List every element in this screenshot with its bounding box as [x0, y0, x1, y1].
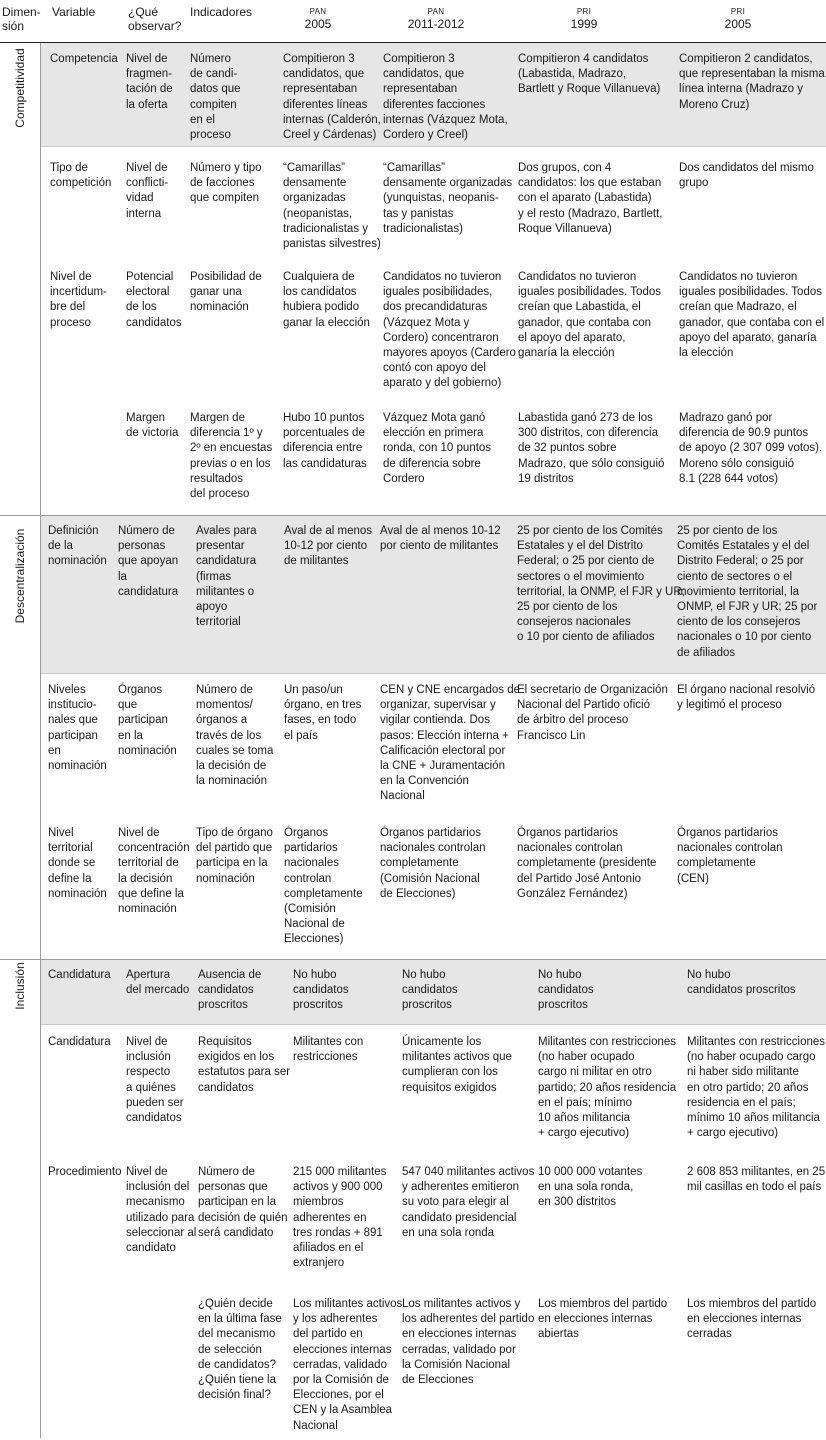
- cell-pan-2011: “Camarillas” densamente organizadas (yunquistas, neopanis- tas y panistas tradicionalistas): [383, 162, 513, 235]
- dimension-inclusion: [0, 960, 40, 1438]
- cell-pri-2005: No hubo candidatos proscritos: [687, 969, 796, 997]
- cell-pan-2011: Aval de al menos 10-12 por ciento de militantes: [380, 525, 501, 553]
- cell-variable: Tipo de competición: [50, 162, 112, 190]
- header-pan-2011: [400, 7, 472, 31]
- cell-indicator: Margen de diferencia 1º y 2º en encuestas previas o en los resultados del proceso: [190, 412, 273, 501]
- cell-variable: Nivel de incertidum- bre del proceso: [50, 271, 107, 329]
- cell-pan-2005: “Camarillas” densamente organizadas (neopanistas, tradicionalistas y panistas silvestres): [283, 162, 381, 251]
- cell-pan-2005: Compitieron 3 candidatos, que representaban diferentes líneas internas (Calderón, Creel y Cárdenas): [283, 53, 381, 142]
- cell-pri-2005: Madrazo ganó por diferencia de 90.9 puntos de apoyo (2 307 099 votos). Moreno sólo consiguió 8.1 (228 644 votos): [679, 412, 823, 485]
- cell-pan-2011: Vázquez Mota ganó elección en primera ronda, con 10 puntos de diferencia sobre Cordero: [383, 412, 492, 485]
- cell-pri-2005: Órganos partidarios nacionales controlan completamente (CEN): [677, 827, 783, 885]
- header-pan-2005: [282, 7, 354, 31]
- row-divider: [40, 146, 826, 147]
- cell-pri-1999: Dos grupos, con 4 candidatos: los que estaban con el aparato (Labastida) y el resto (Madrazo, Bartlett, Roque Villanueva): [518, 162, 663, 235]
- header-pri-2005: [702, 7, 774, 31]
- cell-variable: Candidatura: [48, 1036, 111, 1048]
- dimension-rule: [40, 516, 41, 959]
- cell-pri-2005: Candidatos no tuvieron iguales posibilidades. Todos creían que Madrazo, el ganador, que contaba con el apoyo del aparato, ganaría la elección: [679, 271, 825, 360]
- cell-pri-1999: 10 000 000 votantes en una sola ronda, en 300 distritos: [538, 1166, 643, 1209]
- cell-indicator: Ausencia de candidatos proscritos: [198, 969, 262, 1012]
- cell-pri-1999: Compitieron 4 candidatos (Labastida, Madrazo, Bartlett y Roque Villanueva): [518, 53, 661, 96]
- header-variable: Variable: [52, 5, 96, 19]
- header-pan-2005-year: 2005: [304, 17, 332, 31]
- cell-pan-2005: Cualquiera de los candidatos hubiera podido ganar la elección: [283, 271, 370, 329]
- cell-indicator: Número de personas que participan en la decisión de quién será candidato: [198, 1166, 288, 1239]
- cell-variable: Definición de la nominación: [48, 525, 107, 568]
- cell-indicator: Posibilidad de ganar una nominación: [190, 271, 262, 314]
- header-pri-1999-year: 1999: [570, 17, 598, 31]
- cell-pri-1999: El secretario de Organización Nacional del Partido ofició de árbitro del proceso Francisco Lin: [517, 684, 668, 742]
- cell-pan-2005: Hubo 10 puntos porcentuales de diferencia entre las candidaturas: [283, 412, 367, 470]
- dimension-descentralizacion: [0, 516, 40, 959]
- cell-observe: Potencial electoral de los candidatos: [126, 271, 182, 329]
- cell-pri-1999: Candidatos no tuvieron iguales posibilidades. Todos creían que Labastida, el ganador, que contaba con el apoyo del aparato, ganaría la elección: [518, 271, 661, 360]
- cell-observe: Apertura del mercado: [126, 969, 190, 997]
- cell-indicator: Número de candi- datos que compiten en el proceso: [190, 53, 241, 142]
- header-pan-2005-party: PAN: [309, 7, 327, 16]
- cell-pan-2005: 215 000 militantes activos y 900 000 miembros adherentes en tres rondas + 891 afiliados en el extranjero: [293, 1166, 387, 1270]
- cell-pri-2005: Militantes con restricciones (no haber ocupado cargo ni haber sido militante en otro partido; 20 años residencia en el país; mínimo 10 años militancia + cargo ejecutivo): [687, 1036, 826, 1140]
- table-header: [0, 0, 826, 43]
- cell-pan-2005: Órganos partidarios nacionales controlan completamente (Comisión Nacional de Elecciones): [284, 827, 363, 946]
- cell-pan-2011: Compitieron 3 candidatos, que representaban diferentes facciones internas (Vázquez Mota, Cordero y Creel): [383, 53, 508, 142]
- header-observe: ¿Qué observar?: [128, 5, 182, 33]
- cell-pan-2011: Candidatos no tuvieron iguales posibilidades, dos precandidaturas (Vázquez Mota y Cordero) concentraron mayores apoyos (Cardero contó con apoyo del aparato y del gobierno): [383, 271, 516, 390]
- cell-pan-2011: Órganos partidarios nacionales controlan completamente (Comisión Nacional de Elecciones): [380, 827, 486, 900]
- cell-pan-2011: Únicamente los militantes activos que cumplieran con los requisitos exigidos: [402, 1036, 512, 1094]
- cell-indicator: Número y tipo de facciones que compiten: [190, 162, 262, 205]
- header-pan-2011-year: 2011-2012: [407, 17, 465, 31]
- cell-pri-2005: El órgano nacional resolvió y legitimó el proceso: [677, 684, 816, 712]
- dimension-descentralizacion-label: Descentralización: [13, 528, 27, 624]
- cell-pri-1999: 25 por ciento de los Comités Estatales y el del Distrito Federal; o 25 por ciento de sectores o el movimiento territorial, la ONMP, el FJR y UR; 25 por ciento de los consejeros nacionales o 10 por ciento de afiliados: [517, 525, 685, 644]
- dimension-rule: [40, 960, 41, 1438]
- cell-pan-2005: Los militantes activos y los adherentes del partido en elecciones internas cerradas, validado por la Comisión de Elecciones, por el CEN y la Asamblea Nacional: [293, 1298, 403, 1432]
- cell-variable: Nivel territorial donde se define la nominación: [48, 827, 107, 900]
- cell-pri-1999: No hubo candidatos proscritos: [538, 969, 594, 1012]
- cell-pan-2011: CEN y CNE encargados de organizar, supervisar y vigilar contienda. Dos pasos: Elección interna + Calificación electoral por la CNE + Juramentación en la Convención Nacional: [380, 684, 520, 803]
- cell-pan-2005: Aval de al menos 10-12 por ciento de militantes: [284, 525, 373, 568]
- dimension-competitividad: [0, 43, 40, 515]
- cell-pri-2005: 2 608 853 militantes, en 25 mil casillas en todo el país: [687, 1166, 826, 1194]
- cell-pri-1999: Los miembros del partido en elecciones internas abiertas: [538, 1298, 668, 1341]
- dimension-rule: [40, 43, 41, 515]
- cell-indicator: Tipo de órgano del partido que participa en la nominación: [196, 827, 273, 885]
- cell-indicator: Avales para presentar candidatura (firmas militantes o apoyo territorial: [196, 525, 257, 629]
- cell-variable: Procedimiento: [48, 1166, 122, 1178]
- cell-variable: Niveles institucio- nales que participan en nominación: [48, 684, 107, 773]
- header-pri-1999: [548, 7, 620, 31]
- cell-pri-2005: Los miembros del partido en elecciones internas cerradas: [687, 1298, 817, 1341]
- cell-indicator: Requisitos exigidos en los estatutos para ser candidatos: [198, 1036, 291, 1094]
- cell-pan-2005: No hubo candidatos proscritos: [293, 969, 349, 1012]
- cell-pri-2005: 25 por ciento de los Comités Estatales y el del Distrito Federal; o 25 por ciento de sectores o el movimiento territorial, la ONMP, el FJR y UR; 25 por ciento de los consejeros nacionales o 10 por ciento de afiliados: [677, 525, 818, 659]
- row-divider: [40, 673, 826, 674]
- dimension-inclusion-label: Inclusión: [13, 962, 27, 1010]
- header-pri-2005-party: PRI: [730, 7, 746, 16]
- row-divider: [40, 1024, 826, 1025]
- dimension-divider: [0, 959, 826, 960]
- cell-variable: Candidatura: [48, 969, 111, 981]
- cell-pri-2005: Dos candidatos del mismo grupo: [679, 162, 814, 190]
- cell-variable: Competencia: [50, 53, 118, 65]
- cell-observe: Número de personas que apoyan la candidatura: [118, 525, 179, 598]
- cell-observe: Nivel de inclusión respecto a quiénes pueden ser candidatos: [126, 1036, 184, 1125]
- cell-observe: Órganos que participan en la nominación: [118, 684, 177, 757]
- cell-observe: Nivel de concentración territorial de la decisión que define la nominación: [118, 827, 190, 916]
- cell-pri-2005: Compitieron 2 candidatos, que representaban la misma línea interna (Madrazo y Moreno Cruz): [679, 53, 825, 111]
- dimension-divider: [0, 515, 826, 516]
- header-dimension: Dimen- sión: [2, 5, 41, 33]
- cell-pri-1999: Militantes con restricciones (no haber ocupado cargo ni militar en otro partido; 20 años residencia en el país; mínimo 10 años militancia + cargo ejecutivo): [538, 1036, 677, 1140]
- cell-indicator: Número de momentos/ órganos a través de los cuales se toma la decisión de la nominación: [196, 684, 274, 788]
- cell-pan-2011: 547 040 militantes activos y adherentes emitieron su voto para elegir al candidato presidencial en una sola ronda: [402, 1166, 535, 1239]
- cell-pri-1999: Labastida ganó 273 de los 300 distritos, con diferencia de 32 puntos sobre Madrazo, que sólo consiguió 19 distritos: [518, 412, 665, 485]
- header-pan-2011-party: PAN: [427, 7, 445, 16]
- cell-observe: Nivel de conflicti- vidad interna: [126, 162, 169, 220]
- cell-observe: Nivel de fragmen- tación de la oferta: [126, 53, 173, 111]
- cell-pan-2005: Un paso/un órgano, en tres fases, en todo el país: [284, 684, 362, 742]
- header-pri-2005-year: 2005: [724, 17, 752, 31]
- cell-observe: Nivel de inclusión del mecanismo utilizado para seleccionar al candidato: [126, 1166, 197, 1255]
- cell-pan-2011: Los militantes activos y los adherentes del partido en elecciones internas cerradas, validado por la Comisión Nacional de Elecciones: [402, 1298, 535, 1387]
- cell-pan-2011: No hubo candidatos proscritos: [402, 969, 458, 1012]
- header-pri-1999-party: PRI: [576, 7, 592, 16]
- cell-pan-2005: Militantes con restricciones: [293, 1036, 364, 1064]
- cell-indicator: ¿Quién decide en la última fase del mecanismo de selección de candidatos? ¿Quién tiene la decisión final?: [198, 1298, 282, 1402]
- cell-observe: Margen de victoria: [126, 412, 179, 440]
- header-indicators: Indicadores: [190, 5, 253, 19]
- dimension-competitividad-label: Competitividad: [13, 48, 27, 128]
- cell-pri-1999: Órganos partidarios nacionales controlan completamente (presidente del Partido José Antonio González Fernández): [517, 827, 657, 900]
